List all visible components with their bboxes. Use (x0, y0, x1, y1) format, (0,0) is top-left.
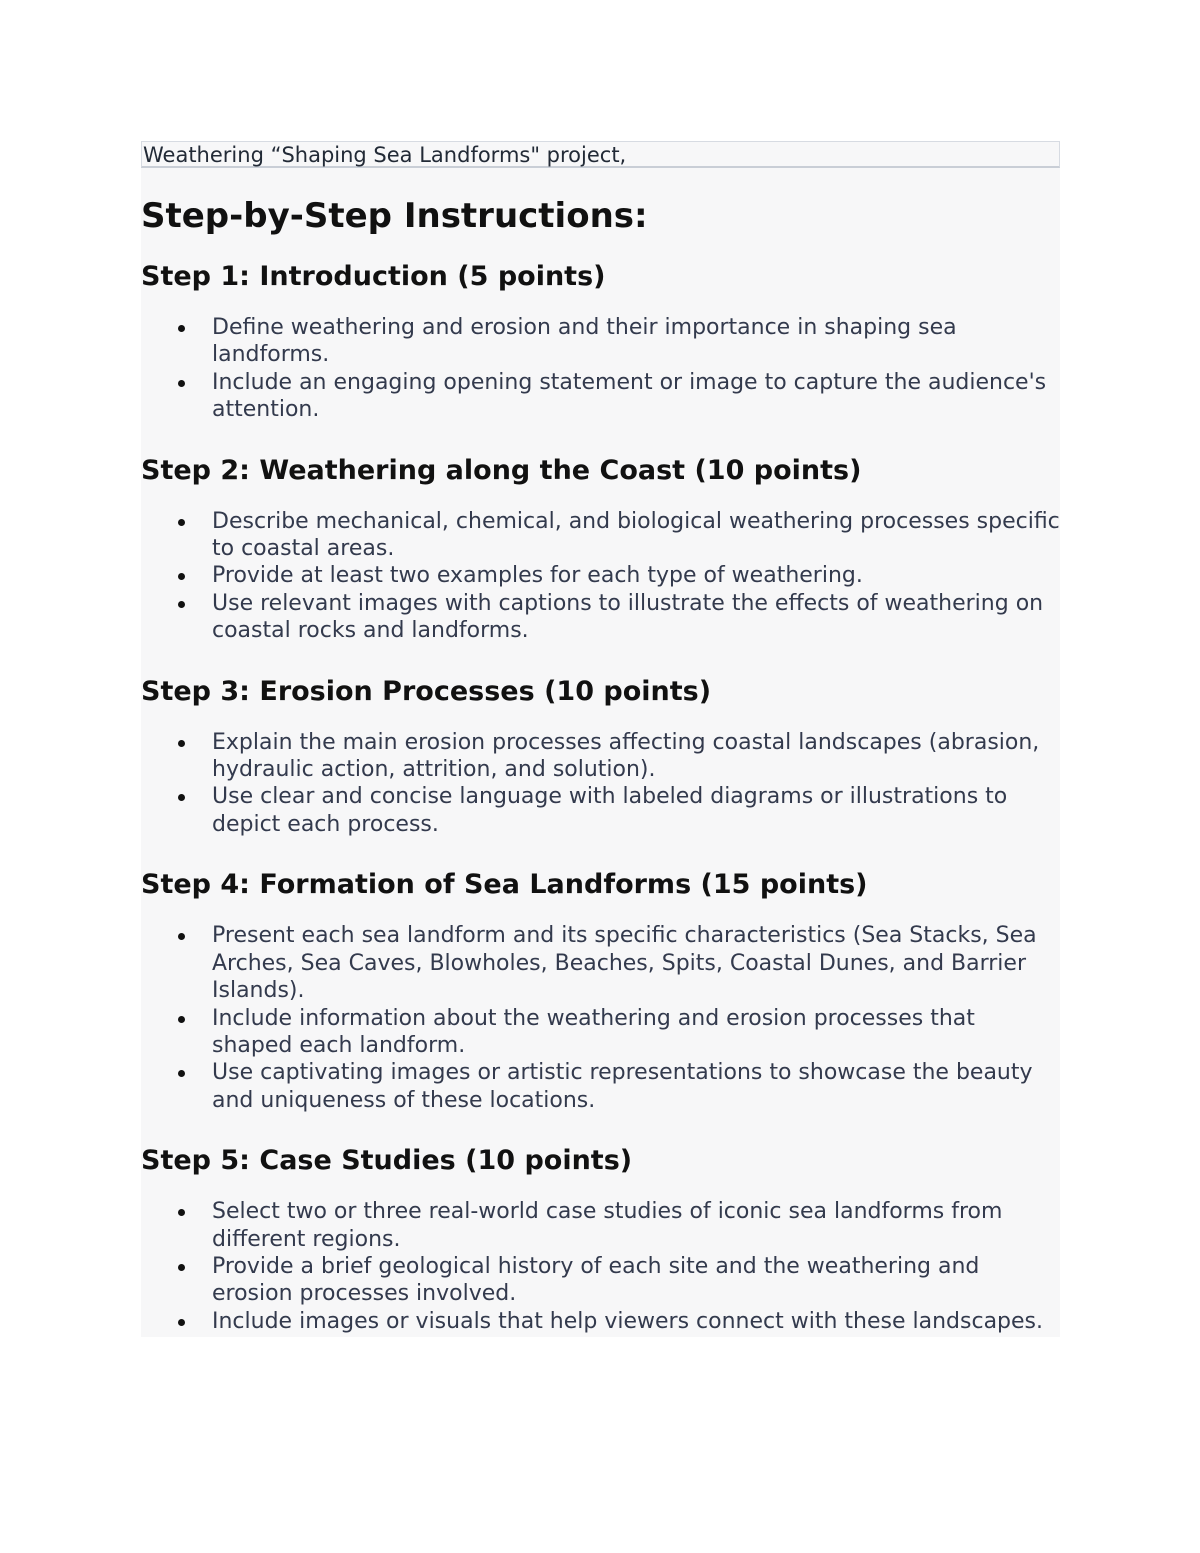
step-1-list (141, 314, 1060, 424)
step-5-heading: Step 5: Case Studies (10 points) (141, 1145, 633, 1177)
step-3-list (141, 729, 1060, 839)
list-item: Provide at least two examples for each type of weathering. (141, 562, 1060, 589)
page-title: Step-by-Step Instructions: (141, 196, 648, 236)
step-2-heading: Step 2: Weathering along the Coast (10 points) (141, 454, 862, 486)
step-2-list (141, 508, 1060, 645)
list-item: Describe mechanical, chemical, and biological weathering processes specific to coastal areas. (141, 508, 1060, 563)
list-item: Explain the main erosion processes affecting coastal landscapes (abrasion, hydraulic action, attrition, and solution). (141, 729, 1060, 784)
list-item: Use captivating images or artistic representations to showcase the beauty and uniqueness of these locations. (141, 1059, 1060, 1114)
document-body (141, 168, 1060, 1337)
list-item: Use clear and concise language with labeled diagrams or illustrations to depict each process. (141, 783, 1060, 838)
step-4-list (141, 922, 1060, 1114)
list-item: Select two or three real-world case studies of iconic sea landforms from different regions. (141, 1198, 1060, 1253)
list-item: Provide a brief geological history of each site and the weathering and erosion processes involved. (141, 1253, 1060, 1308)
step-3-heading: Step 3: Erosion Processes (10 points) (141, 675, 712, 707)
list-item: Present each sea landform and its specific characteristics (Sea Stacks, Sea Arches, Sea Caves, Blowholes, Beaches, Spits, Coastal Dunes, and Barrier Islands). (141, 922, 1060, 1004)
document-header-line: Weathering “Shaping Sea Landforms" project, (141, 141, 1060, 168)
step-5-list (141, 1198, 1060, 1335)
list-item: Use relevant images with captions to illustrate the effects of weathering on coastal rocks and landforms. (141, 590, 1060, 645)
step-1-heading: Step 1: Introduction (5 points) (141, 261, 606, 292)
list-item: Include an engaging opening statement or image to capture the audience's attention. (141, 369, 1060, 424)
list-item: Define weathering and erosion and their importance in shaping sea landforms. (141, 314, 1060, 369)
list-item: Include information about the weathering and erosion processes that shaped each landform. (141, 1005, 1060, 1060)
document-page (141, 141, 1060, 1337)
list-item: Include images or visuals that help viewers connect with these landscapes. (141, 1308, 1060, 1335)
step-4-heading: Step 4: Formation of Sea Landforms (15 points) (141, 869, 868, 901)
